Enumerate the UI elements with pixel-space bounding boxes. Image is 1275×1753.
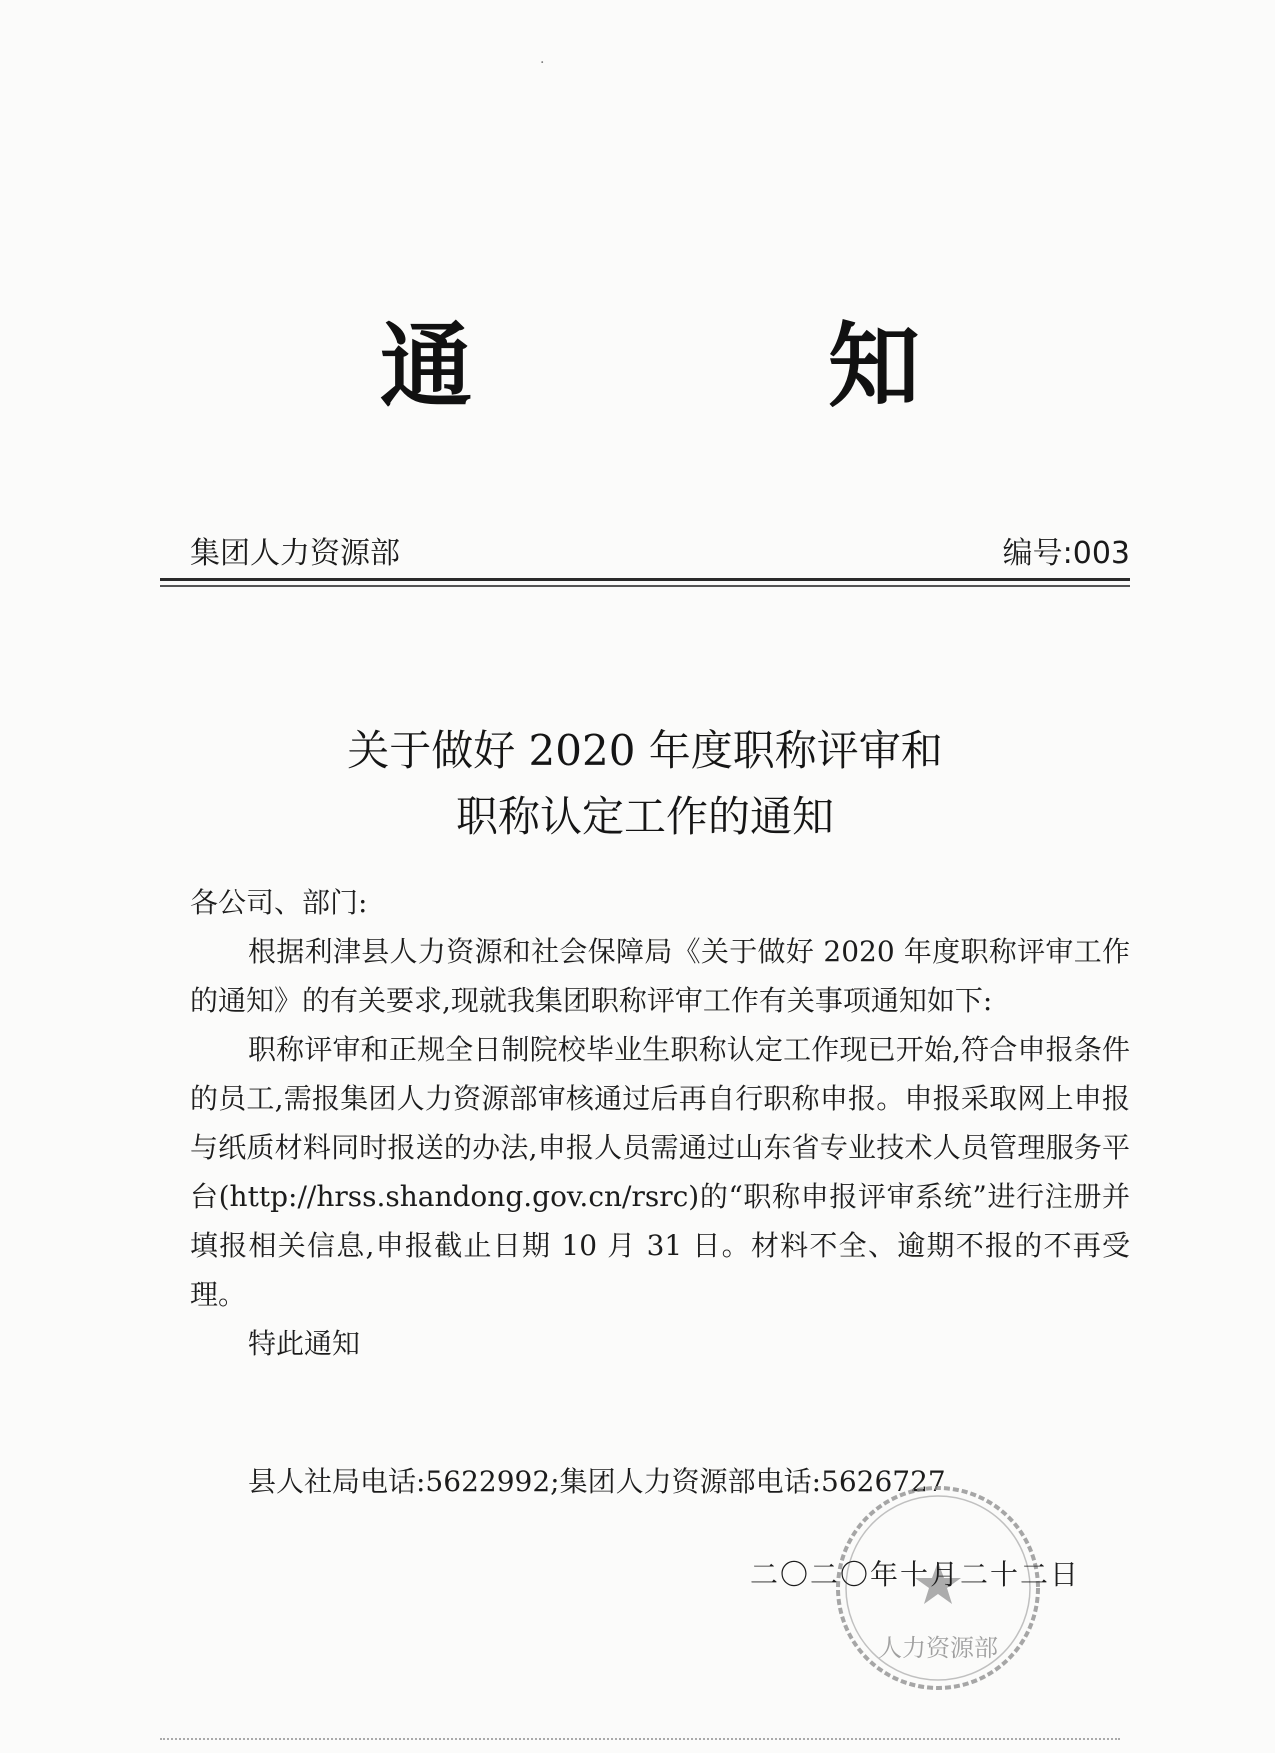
document-title-line-2: 职称认定工作的通知	[455, 792, 834, 841]
notice-heading	[380, 312, 920, 420]
issuing-department: 集团人力资源部	[190, 536, 400, 571]
header-divider-secondary	[160, 585, 1130, 587]
notice-heading-right: 知	[827, 312, 920, 420]
document-title-line-1: 关于做好 2020 年度职称评审和	[347, 726, 943, 775]
body-paragraph-1: 根据利津县人力资源和社会保障局《关于做好 2020 年度职称评审工作的通知》的有关要求,现就我集团职称评审工作有关事项通知如下:	[190, 935, 1130, 1017]
seal-text: 人力资源部	[878, 1634, 998, 1662]
salutation: 各公司、部门:	[190, 886, 368, 919]
document-number: 编号:003	[1002, 536, 1130, 571]
closing-line: 特此通知	[248, 1327, 361, 1360]
header-divider	[160, 578, 1130, 581]
notice-heading-left: 通	[380, 312, 473, 420]
document-header	[190, 528, 1130, 572]
document-body	[190, 878, 1130, 1368]
scan-speck: ·	[540, 55, 545, 71]
contact-phones: 县人社局电话:5622992;集团人力资源部电话:5626727	[248, 1465, 946, 1498]
body-paragraph-2: 职称评审和正规全日制院校毕业生职称认定工作现已开始,符合申报条件的员工,需报集团人力资源部审核通过后再自行职称申报。申报采取网上申报与纸质材料同时报送的办法,申报人员需通过山东省专业技术人员管理服务平台(http://hrss.shandong.gov.cn/rsrc)的“职称申报评审系统”进行注册并填报相关信息,申报截止日期 10 月 31 日。材料不全、逾期不报的不再受理。	[190, 1033, 1130, 1311]
document-title	[160, 718, 1130, 850]
page-footer-marks	[160, 1738, 1120, 1742]
issue-date: 二〇二〇年十月二十二日	[750, 1558, 1081, 1591]
